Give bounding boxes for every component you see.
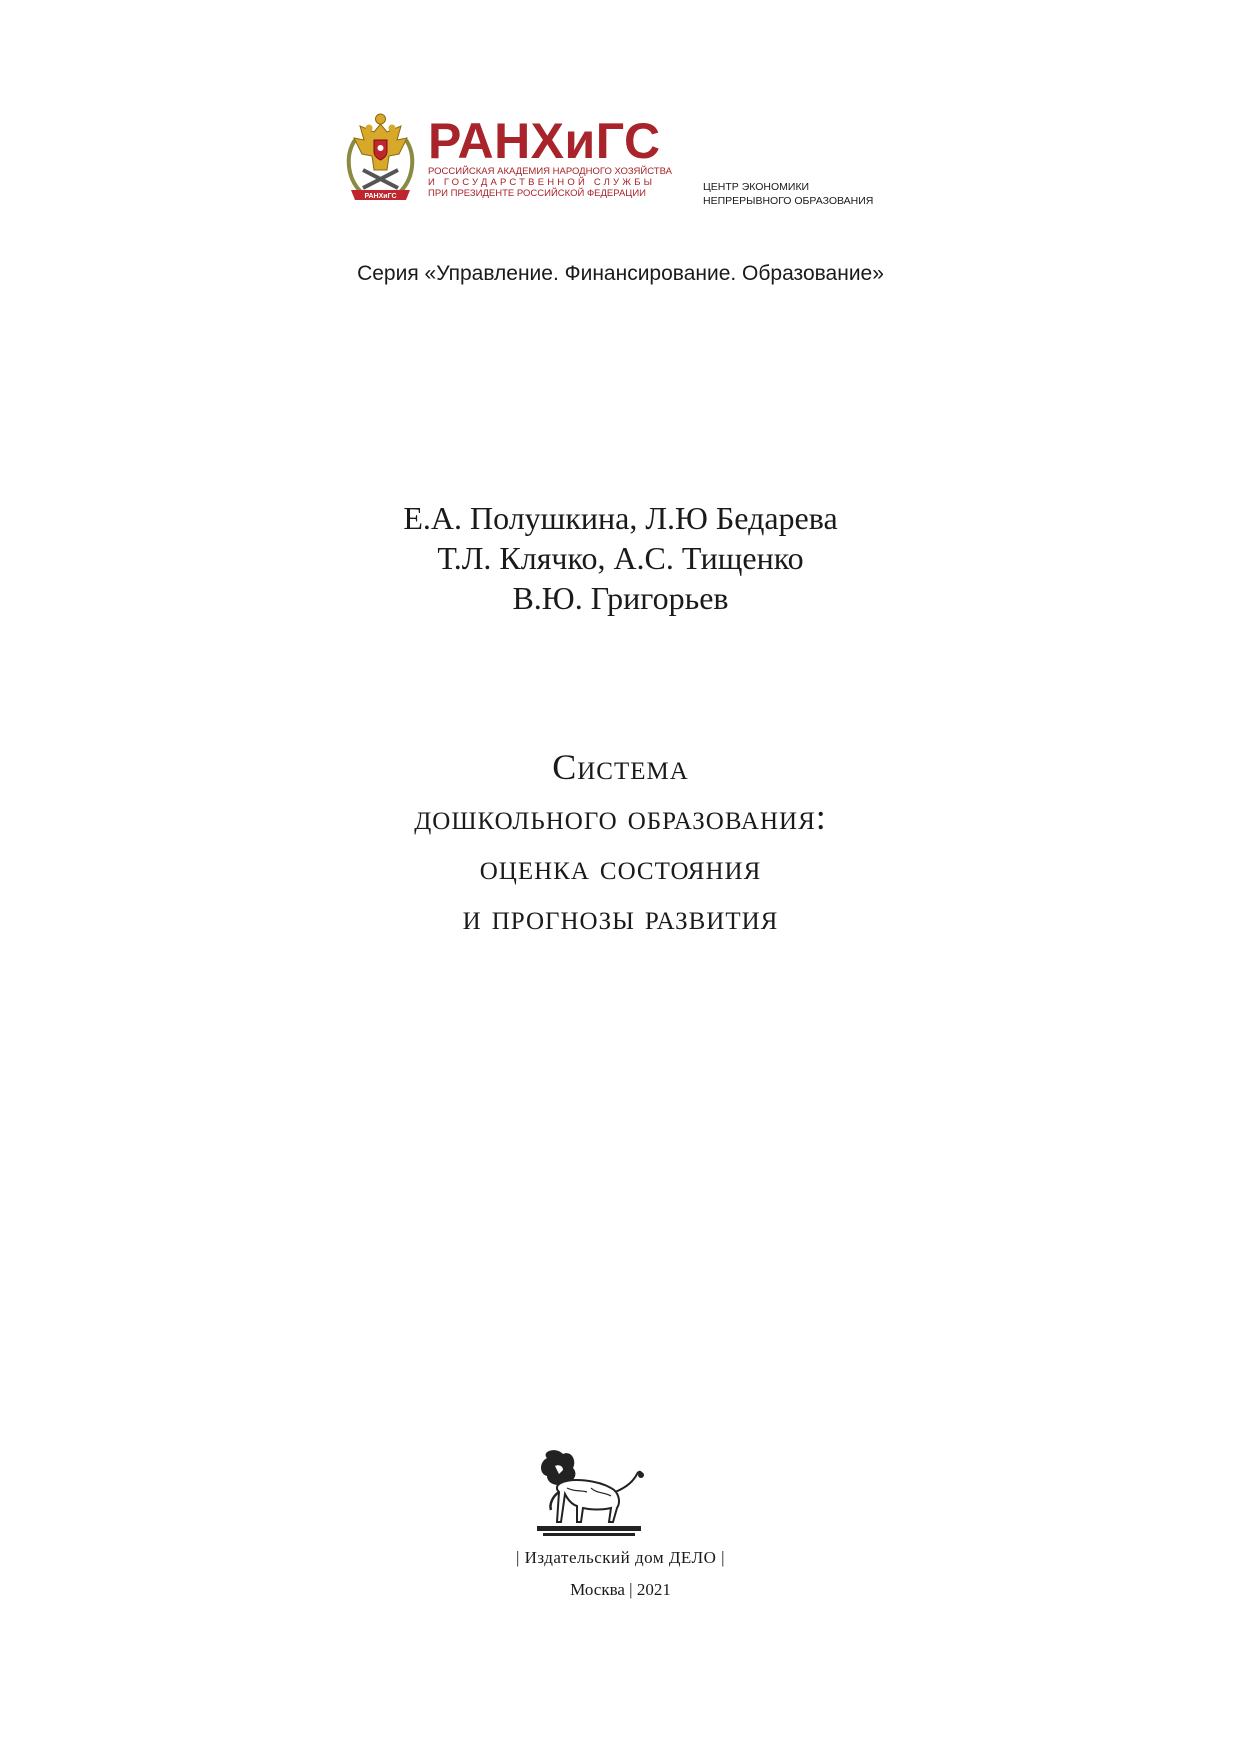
brand-text-block <box>428 113 672 199</box>
author-line-2: Т.Л. Клячко, А.С. Тищенко <box>437 540 804 576</box>
lion-icon <box>533 1448 645 1540</box>
emblem-ribbon-text: РАНХиГС <box>364 193 397 200</box>
title-line-2: дошкольного образования: <box>414 797 827 837</box>
title-line-1: Система <box>552 747 689 787</box>
authors-block <box>0 498 1241 618</box>
center-name-line-2: НЕПРЕРЫВНОГО ОБРАЗОВАНИЯ <box>703 195 874 207</box>
publisher-name: | Издательский дом ДЕЛО | <box>515 1548 726 1567</box>
author-line-3: В.Ю. Григорьев <box>512 580 729 616</box>
double-headed-eagle-emblem-icon <box>343 110 418 206</box>
brand-subtitle-line-1: РОССИЙСКАЯ АКАДЕМИЯ НАРОДНОГО ХОЗЯЙСТВА <box>428 166 672 177</box>
series-title: Серия «Управление. Финансирование. Образование» <box>357 262 884 285</box>
title-line-3: оценка состояния <box>479 847 762 887</box>
header-logo-block <box>343 110 873 210</box>
brand-subtitle-line-3: ПРИ ПРЕЗИДЕНТЕ РОССИЙСКОЙ ФЕДЕРАЦИИ <box>428 188 646 199</box>
author-line-1: Е.А. Полушкина, Л.Ю Бедарева <box>403 500 838 536</box>
book-title <box>0 742 1241 942</box>
center-name <box>703 180 883 208</box>
brand-subtitle-line-2: И ГОСУДАРСТВЕННОЙ СЛУЖБЫ <box>428 177 656 188</box>
publisher-city-year: Москва | 2021 <box>570 1580 671 1599</box>
title-line-4: и прогнозы развития <box>462 897 779 937</box>
brand-name: РАНХиГС <box>428 113 661 169</box>
center-name-line-1: ЦЕНТР ЭКОНОМИКИ <box>703 181 810 193</box>
